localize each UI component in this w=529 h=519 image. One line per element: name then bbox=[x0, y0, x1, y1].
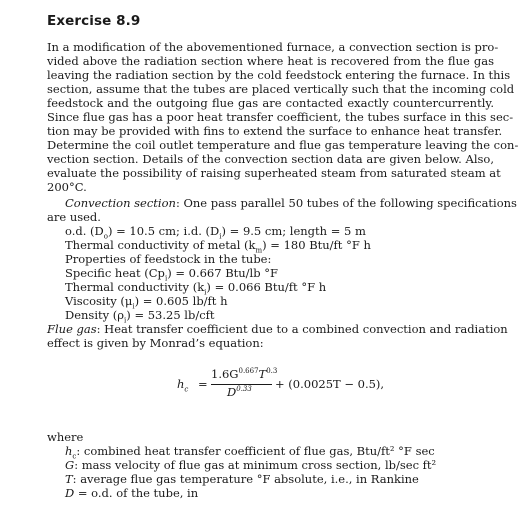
where-label: where bbox=[47, 430, 84, 444]
equation-numerator: $1.6G^{0.667}T^{0.3}$ bbox=[211, 367, 278, 381]
equation-lhs: $h_c$ bbox=[177, 377, 189, 394]
def-D: D = o.d. of the tube, in bbox=[65, 486, 199, 500]
density: Density $(\rho_i) = 53.25$ lb/cft bbox=[65, 308, 215, 325]
para1-line: leaving the radiation section by the cold feedstock entering the furnace. In this bbox=[47, 68, 511, 82]
def-hc: $h_c$: combined heat transfer coefficient of flue gas, Btu/ft² °F sec bbox=[65, 444, 435, 461]
flue-gas-line: Flue gas: Heat transfer coefficient due to a combined convection and radiation bbox=[47, 322, 508, 336]
para1-line: 200°C. bbox=[47, 180, 87, 194]
exercise-heading: Exercise 8.9 bbox=[47, 13, 141, 29]
viscosity: Viscosity $(\mu_i) = 0.605$ lb/ft h bbox=[65, 294, 228, 311]
metal-conductivity: Thermal conductivity of metal $(k_m) = 180$ Btu/ft °F h bbox=[65, 238, 371, 255]
def-G: G: mass velocity of flue gas at minimum cross section, lb/sec ft² bbox=[65, 458, 437, 472]
convection-text: : One pass parallel 50 tubes of the following specifications bbox=[175, 196, 517, 210]
para1-line: In a modification of the abovementioned furnace, a convection section is pro- bbox=[47, 40, 499, 54]
def-T: T: average flue gas temperature °F absolute, i.e., in Rankine bbox=[65, 472, 419, 486]
flue-gas-line-2: effect is given by Monrad’s equation: bbox=[47, 336, 264, 350]
equals-sign: = bbox=[198, 377, 208, 391]
para1-line: section, assume that the tubes are placed vertically such that the incoming cold bbox=[47, 82, 515, 96]
para1-line: evaluate the possibility of raising superheated steam from saturated steam at bbox=[47, 166, 501, 180]
convection-line-2: are used. bbox=[47, 210, 101, 224]
para1-line: vection section. Details of the convection section data are given below. Also, bbox=[47, 152, 494, 166]
para1-line: feedstock and the outgoing flue gas are contacted exactly countercurrently. bbox=[47, 96, 494, 110]
convection-label: Convection section bbox=[65, 196, 176, 210]
para1-line: vided above the radiation section where heat is recovered from the flue gas bbox=[47, 54, 494, 68]
feedstock-properties-label: Properties of feedstock in the tube: bbox=[65, 252, 272, 266]
specific-heat: Specific heat $(Cp_i) = 0.667$ Btu/lb °F bbox=[65, 266, 278, 283]
para1-line: Determine the coil outlet temperature and flue gas temperature leaving the con- bbox=[47, 138, 519, 152]
equation-rest: + (0.0025T − 0.5), bbox=[275, 377, 385, 391]
para1-line: Since flue gas has a poor heat transfer coefficient, the tubes surface in this sec- bbox=[47, 110, 514, 124]
equation-denominator: $D^{0.33}$ bbox=[227, 385, 252, 399]
para1-line: tion may be provided with fins to extend the surface to enhance heat transfer. bbox=[47, 124, 503, 138]
monrad-equation bbox=[177, 365, 457, 403]
tube-dimensions: o.d. $(D_o) = 10.5$ cm; i.d. $(D_i) = 9.5$ cm; length = 5 m bbox=[65, 224, 366, 241]
thermal-conductivity: Thermal conductivity $(k_i) = 0.066$ Btu/ft °F h bbox=[65, 280, 327, 297]
flue-gas-label: Flue gas bbox=[47, 322, 97, 336]
convection-line bbox=[65, 196, 517, 210]
